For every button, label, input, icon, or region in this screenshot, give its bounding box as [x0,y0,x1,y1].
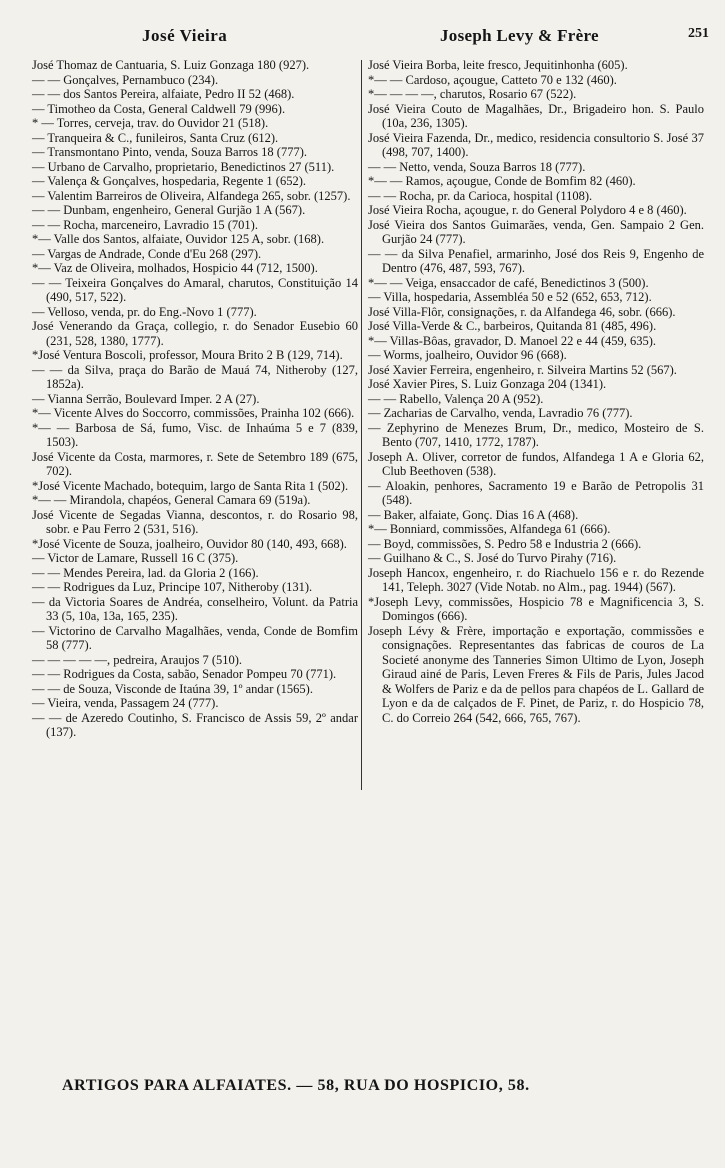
directory-entry: — Worms, joalheiro, Ouvidor 96 (668). [368,348,567,362]
directory-entry: José Vicente de Segadas Vianna, descontos, r. do Rosario 98, sobr. e Pau Ferro 2 (531, 516). [32,507,358,536]
directory-entry: *— Bonniard, commissões, Alfandega 61 (666). [368,522,611,536]
directory-entry: — — da Silva Penafiel, armarinho, José dos Reis 9, Engenho de Dentro (476, 487, 593, 767). [368,246,704,275]
directory-entry: — — Rocha, marceneiro, Lavradio 15 (701). [32,217,258,232]
directory-entry: — Aloakin, penhores, Sacramento 19 e Barão de Petropolis 31 (548). [368,478,704,507]
directory-entry: *— — Barbosa de Sá, fumo, Visc. de Inhaúma 5 e 7 (839, 1503). [32,420,358,449]
directory-entry: Joseph Hancox, engenheiro, r. do Riachuelo 156 e r. do Rezende 141, Teleph. 3027 (Vide Notab. no Alm., pag. 1944) (567). [368,565,704,594]
left-column [32,58,358,740]
directory-entry: José Xavier Ferreira, engenheiro, r. Silveira Martins 52 (567). [368,362,677,377]
directory-entry: *— — Mirandola, chapéos, General Camara 69 (519a). [32,493,311,507]
directory-entry: *— — Ramos, açougue, Conde de Bomfim 82 (460). [368,174,636,188]
directory-entry: José Vieira dos Santos Guimarães, venda, Gen. Sampaio 2 Gen. Gurjão 24 (777). [368,217,704,246]
directory-entry: — — — — —, pedreira, Araujos 7 (510). [32,652,243,667]
directory-entry: — — Mendes Pereira, lad. da Gloria 2 (166). [32,565,259,580]
directory-entry: *— — Veiga, ensaccador de café, Benedictinos 3 (500). [368,275,649,290]
directory-entry: *— Vaz de Oliveira, molhados, Hospicio 44 (712, 1500). [32,261,318,275]
directory-entry: José Villa-Verde & C., barbeiros, Quitanda 81 (485, 496). [368,319,657,333]
directory-entry: — Timotheo da Costa, General Caldwell 79 (996). [32,101,286,116]
directory-entry: José Vicente da Costa, marmores, r. Sete de Setembro 189 (675, 702). [32,449,358,478]
footer-advert: ARTIGOS PARA ALFAIATES. — 58, RUA DO HOSPICIO, 58. [62,1077,530,1094]
directory-entry: José Vieira Rocha, açougue, r. do General Polydoro 4 e 8 (460). [368,203,687,217]
directory-entry: — — Rabello, Valença 20 A (952). [368,391,544,406]
directory-entry: — — Rodrigues da Luz, Principe 107, Nitheroby (131). [32,580,313,594]
directory-entry: — Zacharias de Carvalho, venda, Lavradio 76 (777). [368,406,633,420]
directory-entry: — — Rodrigues da Costa, sabão, Senador Pompeu 70 (771). [32,667,337,681]
directory-entry: — — dos Santos Pereira, alfaiate, Pedro II 52 (468). [32,87,295,101]
column-divider [361,60,362,790]
directory-entry: — Guilhano & C., S. José do Turvo Pirahy (716). [368,551,617,565]
directory-entry: *— — Cardoso, açougue, Catteto 70 e 132 (460). [368,72,617,87]
directory-entry: — Velloso, venda, pr. do Eng.-Novo 1 (777). [32,304,257,319]
directory-entry: *— Vicente Alves do Soccorro, commissões, Prainha 102 (666). [32,406,355,420]
page-header [30,22,711,50]
directory-entry: — — Teixeira Gonçalves do Amaral, charutos, Constituição 14 (490, 517, 522). [32,275,358,304]
directory-entry: — — de Azeredo Coutinho, S. Francisco de Assis 59, 2º andar (137). [32,710,358,739]
directory-entry: — — Rocha, pr. da Carioca, hospital (1108). [368,188,593,203]
directory-entry: — — Netto, venda, Souza Barros 18 (777). [368,159,586,174]
directory-entry: * — Torres, cerveja, trav. do Ouvidor 21 (518). [32,116,269,130]
directory-entry: — Valentim Barreiros de Oliveira, Alfandega 265, sobr. (1257). [32,188,351,203]
directory-entry: — Boyd, commissões, S. Pedro 58 e Industria 2 (666). [368,536,642,551]
directory-entry: *Joseph Levy, commissões, Hospicio 78 e Magnificencia 3, S. Domingos (666). [368,594,704,623]
directory-entry: — — de Souza, Visconde de Itaúna 39, 1º andar (1565). [32,681,313,696]
directory-entry: — Valença & Gonçalves, hospedaria, Regente 1 (652). [32,174,306,188]
directory-entry: José Vieira Couto de Magalhães, Dr., Brigadeiro hon. S. Paulo (10a, 236, 1305). [368,101,704,130]
directory-entry: — Vieira, venda, Passagem 24 (777). [32,696,219,710]
directory-entry: *José Vicente Machado, botequim, largo de Santa Rita 1 (502). [32,478,349,493]
directory-entry: *— Villas-Bôas, gravador, D. Manoel 22 e 44 (459, 635). [368,333,657,348]
directory-entry: — Vianna Serrão, Boulevard Imper. 2 A (27). [32,391,260,406]
directory-entry: — — da Silva, praça do Barão de Mauá 74, Nitheroby (127, 1852a). [32,362,358,391]
directory-entry: Joseph Lévy & Frère, importação e exportação, commissões e consignações. Representantes das fabricas de couros de La Societé anonyme des Tanneries Simon Ultimo de Lyon, Joseph Giraud ainé de Paris, Leven Freres & Fils de Paris, Jules Jacod & Wolfers de Pariz e da de pellos para chapéos de L. Gallard de Lyon e da de calçados de F. Pinet, de Pariz, r. do Hospicio 78, C. do Correio 264 (542, 666, 765, 767). [368,623,704,725]
directory-entry: *— — — —, charutos, Rosario 67 (522). [368,87,577,101]
directory-entry: — Urbano de Carvalho, proprietario, Benedictinos 27 (511). [32,159,335,174]
directory-entry: José Villa-Flôr, consignações, r. da Alfandega 46, sobr. (666). [368,304,676,319]
directory-entry: — Tranqueira & C., funileiros, Santa Cruz (612). [32,130,279,145]
directory-entry: — — Gonçalves, Pernambuco (234). [32,72,219,87]
directory-entry: José Vieira Fazenda, Dr., medico, residencia consultorio S. José 37 (498, 707, 1400). [368,130,704,159]
directory-entry: José Vieira Borba, leite fresco, Jequitinhonha (605). [368,58,628,72]
directory-entry: José Venerando da Graça, collegio, r. do Senador Eusebio 60 (231, 528, 1380, 1777). [32,319,358,348]
page-number: 251 [688,26,709,41]
directory-entry: *José Ventura Boscoli, professor, Moura Brito 2 B (129, 714). [32,348,343,362]
directory-entry: — Victor de Lamare, Russell 16 C (375). [32,551,239,565]
directory-entry: Joseph A. Oliver, corretor de fundos, Alfandega 1 A e Gloria 62, Club Beethoven (538). [368,449,704,478]
directory-entry: *José Vicente de Souza, joalheiro, Ouvidor 80 (140, 493, 668). [32,536,347,551]
directory-entry: *— Valle dos Santos, alfaiate, Ouvidor 125 A, sobr. (168). [32,232,325,246]
directory-entry: — Baker, alfaiate, Gonç. Dias 16 A (468). [368,507,579,522]
directory-entry: — Transmontano Pinto, venda, Souza Barros 18 (777). [32,145,307,159]
directory-entry: — — Dunbam, engenheiro, General Gurjão 1 A (567). [32,203,306,217]
directory-entry: — da Victoria Soares de Andréa, conselheiro, Volunt. da Patria 33 (5, 10a, 13a, 165, 235). [32,594,358,623]
directory-entry: José Xavier Pires, S. Luiz Gonzaga 204 (1341). [368,377,607,391]
header-center-title: Joseph Levy & Frère [440,26,599,45]
header-left-title: José Vieira [142,26,228,45]
directory-entry: — Victorino de Carvalho Magalhães, venda, Conde de Bomfim 58 (777). [32,623,358,652]
directory-entry: — Vargas de Andrade, Conde d'Eu 268 (297). [32,246,262,261]
right-column [368,58,704,725]
directory-entry: — Villa, hospedaria, Assembléa 50 e 52 (652, 653, 712). [368,290,652,304]
directory-entry: — Zephyrino de Menezes Brum, Dr., medico, Mosteiro de S. Bento (707, 1410, 1772, 1787). [368,420,704,449]
directory-entry: José Thomaz de Cantuaria, S. Luiz Gonzaga 180 (927). [32,58,310,72]
